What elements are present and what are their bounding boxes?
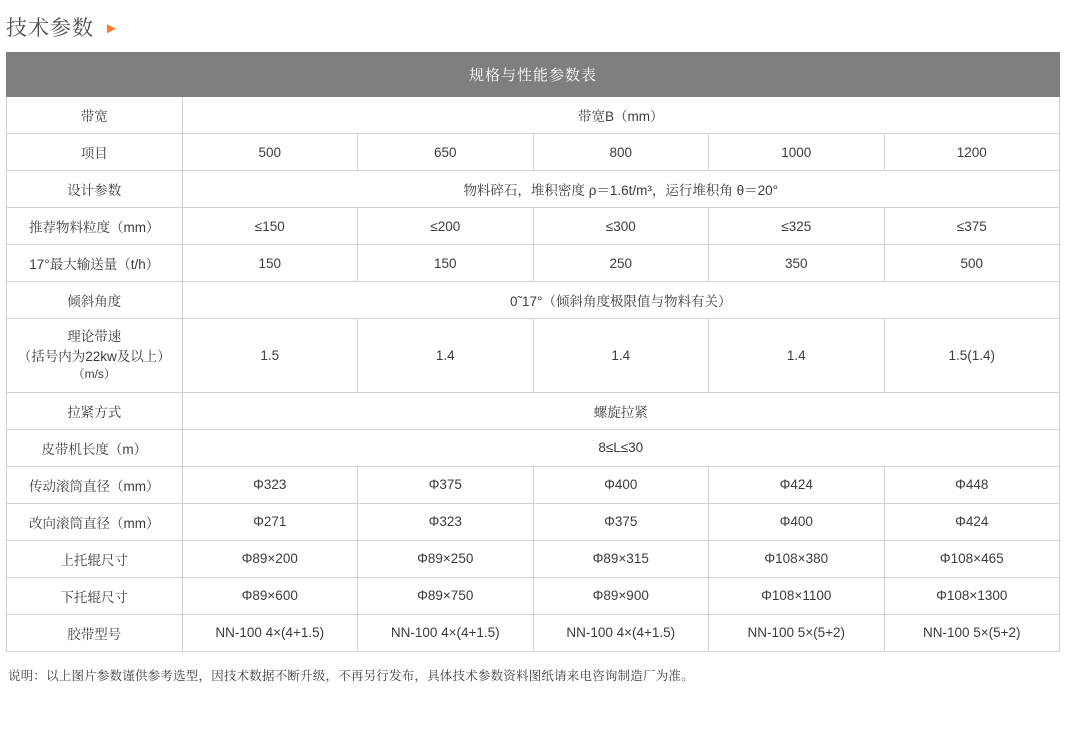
row-label-line: （m/s）: [72, 367, 116, 382]
row-cell: Φ323: [358, 503, 534, 540]
row-cell: Φ108×1300: [884, 577, 1060, 614]
row-cell: NN-100 4×(4+1.5): [358, 614, 534, 651]
row-cell: 800: [533, 134, 709, 171]
row-label: 改向滚筒直径（mm）: [7, 503, 183, 540]
row-label-line: （括号内为22kw及以上）: [17, 348, 171, 364]
row-label: [7, 319, 183, 393]
table-row: [7, 319, 1060, 393]
row-label: 胶带型号: [7, 614, 183, 651]
row-label: 拉紧方式: [7, 392, 183, 429]
row-value-merged: 0˜17°（倾斜角度极限值与物料有关）: [182, 282, 1060, 319]
row-value-merged: 带宽B（mm）: [182, 97, 1060, 134]
row-label: 带宽: [7, 97, 183, 134]
table-row: [7, 540, 1060, 577]
row-cell: Φ108×465: [884, 540, 1060, 577]
row-cell: Φ448: [884, 466, 1060, 503]
row-cell: Φ400: [533, 466, 709, 503]
table-row: [7, 466, 1060, 503]
row-cell: Φ271: [182, 503, 358, 540]
row-cell: 1.5: [182, 319, 358, 393]
row-cell: ≤375: [884, 208, 1060, 245]
row-label: 上托辊尺寸: [7, 540, 183, 577]
table-row: [7, 577, 1060, 614]
row-cell: Φ400: [709, 503, 885, 540]
table-row: [7, 503, 1060, 540]
row-cell: 1.4: [358, 319, 534, 393]
row-cell: 650: [358, 134, 534, 171]
table-row: [7, 429, 1060, 466]
row-cell: Φ89×900: [533, 577, 709, 614]
row-cell: 500: [884, 245, 1060, 282]
row-cell: Φ424: [884, 503, 1060, 540]
row-cell: ≤150: [182, 208, 358, 245]
row-value-merged: 物料碎石，堆积密度 ρ＝1.6t/m³，运行堆积角 θ＝20°: [182, 171, 1060, 208]
row-cell: Φ89×600: [182, 577, 358, 614]
row-cell: 350: [709, 245, 885, 282]
row-cell: ≤200: [358, 208, 534, 245]
row-cell: 1000: [709, 134, 885, 171]
table-row: [7, 245, 1060, 282]
page-title: [0, 0, 1066, 52]
row-value-merged: 螺旋拉紧: [182, 392, 1060, 429]
row-label: 项目: [7, 134, 183, 171]
row-cell: 1200: [884, 134, 1060, 171]
table-caption: 规格与性能参数表: [7, 53, 1060, 97]
row-cell: ≤300: [533, 208, 709, 245]
table-row: [7, 97, 1060, 134]
table-row: [7, 134, 1060, 171]
row-cell: Φ108×1100: [709, 577, 885, 614]
row-cell: NN-100 4×(4+1.5): [182, 614, 358, 651]
row-label: 推荐物料粒度（mm）: [7, 208, 183, 245]
row-label: 下托辊尺寸: [7, 577, 183, 614]
row-cell: ≤325: [709, 208, 885, 245]
row-cell: Φ424: [709, 466, 885, 503]
row-label: 17°最大输送量（t/h）: [7, 245, 183, 282]
table-caption-row: [7, 53, 1060, 97]
row-label: 设计参数: [7, 171, 183, 208]
page-title-text: 技术参数: [6, 17, 94, 40]
row-cell: Φ89×250: [358, 540, 534, 577]
row-cell: 1.4: [533, 319, 709, 393]
table-row: [7, 614, 1060, 651]
row-cell: Φ375: [533, 503, 709, 540]
table-row: [7, 171, 1060, 208]
spec-table: [6, 52, 1060, 652]
row-cell: Φ375: [358, 466, 534, 503]
row-cell: 1.5(1.4): [884, 319, 1060, 393]
row-cell: Φ323: [182, 466, 358, 503]
row-cell: Φ89×200: [182, 540, 358, 577]
row-cell: 150: [358, 245, 534, 282]
row-cell: 150: [182, 245, 358, 282]
triangle-right-icon: ►: [104, 20, 120, 37]
row-cell: NN-100 5×(5+2): [884, 614, 1060, 651]
row-cell: NN-100 5×(5+2): [709, 614, 885, 651]
row-value-merged: 8≤L≤30: [182, 429, 1060, 466]
row-cell: 250: [533, 245, 709, 282]
row-label-line: 理论带速: [67, 329, 122, 344]
row-cell: Φ89×315: [533, 540, 709, 577]
table-row: [7, 392, 1060, 429]
footer-note: 说明：以上图片参数谨供参考选型，因技术数据不断升级，不再另行发布，具体技术参数资料图纸请来电咨询制造厂为准。: [8, 668, 694, 683]
row-cell: 500: [182, 134, 358, 171]
row-cell: 1.4: [709, 319, 885, 393]
table-row: [7, 208, 1060, 245]
row-cell: Φ108×380: [709, 540, 885, 577]
table-row: [7, 282, 1060, 319]
row-label: 皮带机长度（m）: [7, 429, 183, 466]
row-cell: NN-100 4×(4+1.5): [533, 614, 709, 651]
row-label: 倾斜角度: [7, 282, 183, 319]
row-cell: Φ89×750: [358, 577, 534, 614]
row-label: 传动滚筒直径（mm）: [7, 466, 183, 503]
